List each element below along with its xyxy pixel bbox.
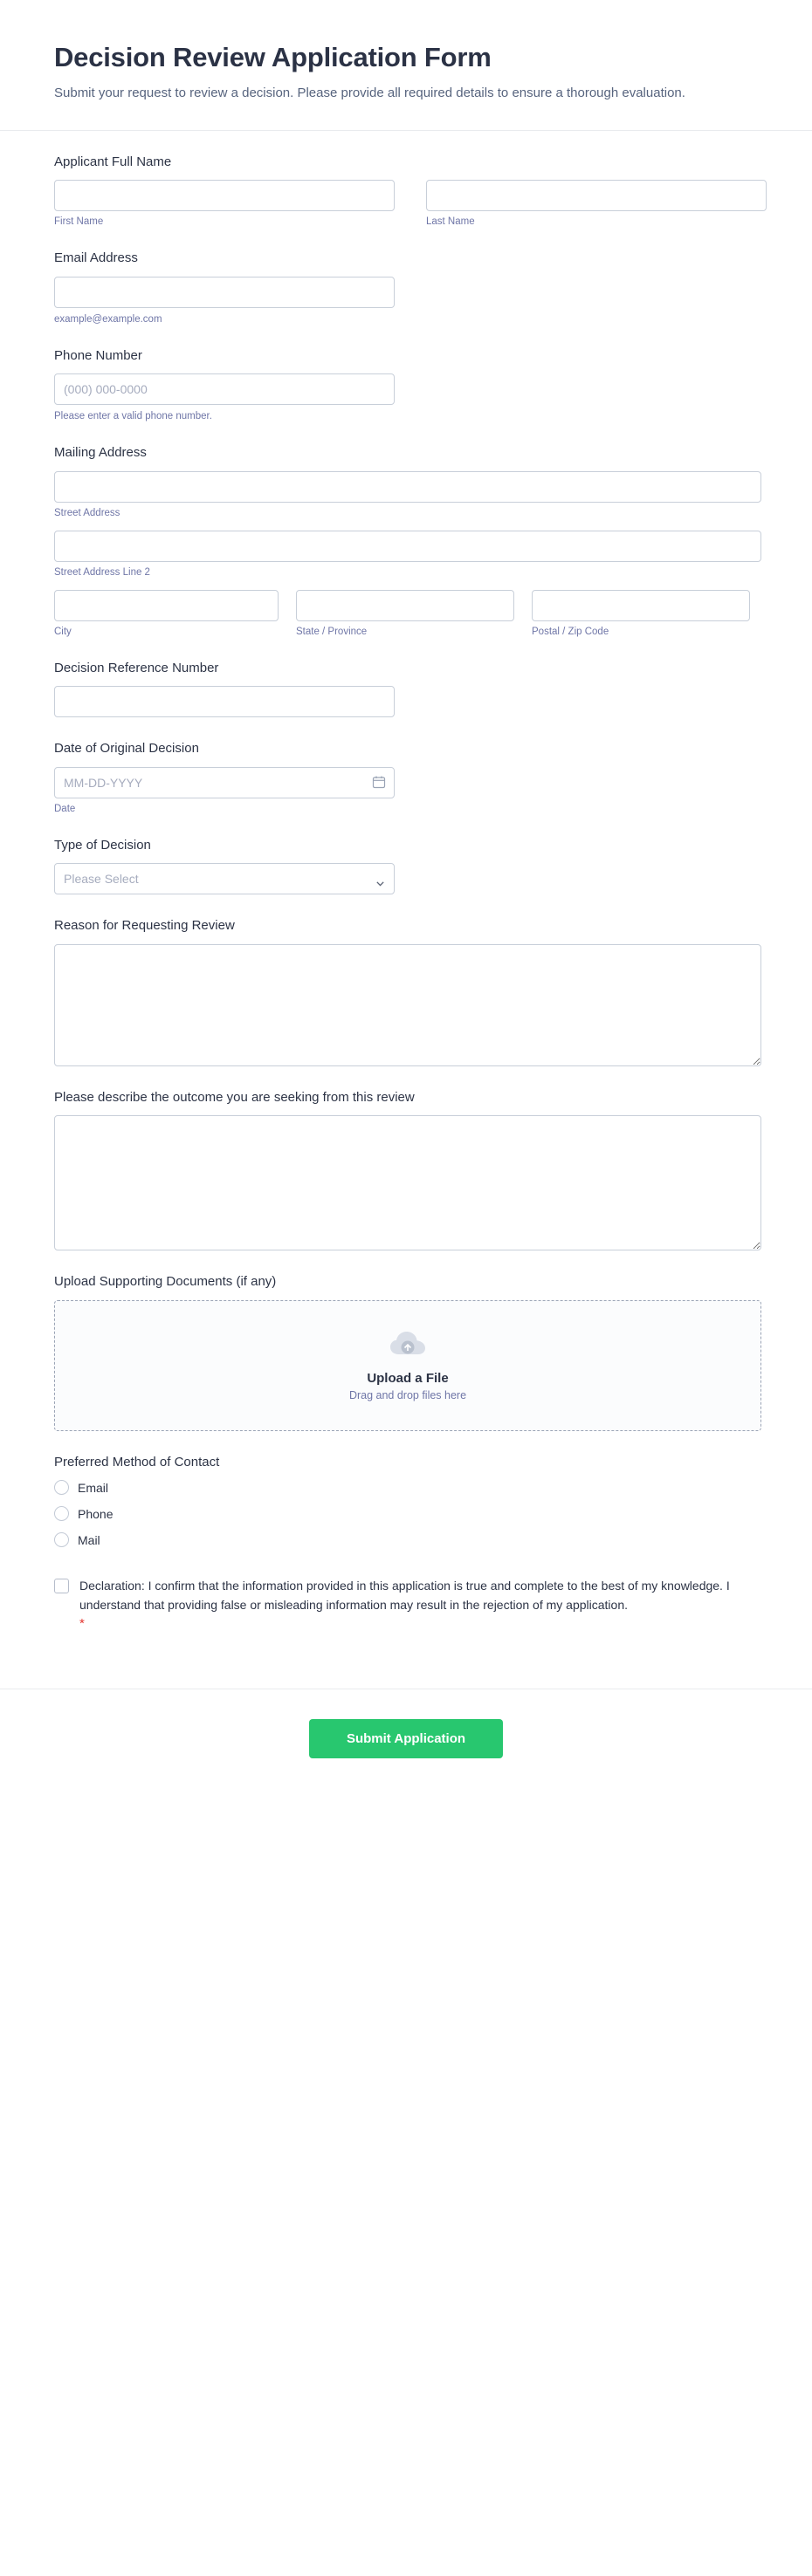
submit-button[interactable]: Submit Application <box>309 1719 503 1758</box>
radio-icon[interactable] <box>54 1506 69 1521</box>
decision-date-sublabel: Date <box>54 803 76 814</box>
reference-number-input[interactable] <box>54 686 395 717</box>
email-field[interactable] <box>54 277 395 308</box>
field-upload <box>54 1273 758 1431</box>
form-footer <box>0 1689 812 1793</box>
radio-label-mail: Mail <box>78 1532 100 1547</box>
last-name-group <box>426 180 767 227</box>
zip-group <box>532 590 750 637</box>
first-name-input[interactable] <box>54 180 395 211</box>
radio-icon[interactable] <box>54 1532 69 1547</box>
form-header <box>0 0 812 131</box>
email-hint: example@example.com <box>54 313 162 325</box>
date-input-wrapper <box>54 767 395 798</box>
radio-option-phone[interactable] <box>54 1506 758 1521</box>
form-body <box>0 131 812 1649</box>
field-decision-date <box>54 740 758 814</box>
phone-input[interactable] <box>54 373 395 405</box>
field-outcome <box>54 1089 758 1251</box>
cloud-upload-icon <box>389 1330 427 1362</box>
state-group <box>296 590 514 637</box>
label-outcome: Please describe the outcome you are seeking from this review <box>54 1089 415 1105</box>
zip-input[interactable] <box>532 590 750 621</box>
field-phone <box>54 347 758 422</box>
phone-hint: Please enter a valid phone number. <box>54 411 212 421</box>
label-reference-number: Decision Reference Number <box>54 660 219 675</box>
street-address-sublabel: Street Address <box>54 507 120 518</box>
name-row <box>54 180 758 227</box>
radio-icon[interactable] <box>54 1480 69 1495</box>
label-mailing-address: Mailing Address <box>54 445 147 460</box>
field-declaration <box>54 1577 758 1631</box>
radio-option-mail[interactable] <box>54 1532 758 1547</box>
field-applicant-name <box>54 154 758 228</box>
reason-textarea[interactable] <box>54 944 761 1066</box>
label-reason: Reason for Requesting Review <box>54 918 235 933</box>
street-address-2-input[interactable] <box>54 531 761 562</box>
label-contact-method: Preferred Method of Contact <box>54 1454 220 1470</box>
street-address-2-sublabel: Street Address Line 2 <box>54 566 150 578</box>
first-name-sublabel: First Name <box>54 216 104 227</box>
field-reason <box>54 917 758 1066</box>
city-input[interactable] <box>54 590 279 621</box>
last-name-input[interactable] <box>426 180 767 211</box>
field-reference-number <box>54 660 758 718</box>
first-name-group <box>54 180 395 227</box>
label-email: Email Address <box>54 250 138 265</box>
file-upload-dropzone[interactable] <box>54 1300 761 1431</box>
zip-sublabel: Postal / Zip Code <box>532 626 609 637</box>
field-contact-method <box>54 1454 758 1548</box>
radio-label-phone: Phone <box>78 1506 114 1521</box>
city-group <box>54 590 279 637</box>
outcome-textarea[interactable] <box>54 1115 761 1250</box>
declaration-text: Declaration: I confirm that the information provided in this application is true and complete to the best of my knowledge. I understand that providing false or misleading information may result in the rejection of my application. <box>79 1579 730 1612</box>
radio-label-email: Email <box>78 1480 109 1495</box>
address-city-state-zip-row <box>54 590 758 637</box>
city-sublabel: City <box>54 626 72 637</box>
state-sublabel: State / Province <box>296 626 368 637</box>
required-marker: * <box>79 1616 85 1632</box>
declaration-checkbox[interactable] <box>54 1579 69 1593</box>
decision-date-input[interactable] <box>54 767 395 798</box>
field-mailing-address <box>54 444 758 637</box>
state-input[interactable] <box>296 590 514 621</box>
radio-option-email[interactable] <box>54 1480 758 1495</box>
label-upload: Upload Supporting Documents (if any) <box>54 1274 277 1289</box>
label-decision-date: Date of Original Decision <box>54 741 199 756</box>
field-decision-type <box>54 837 758 895</box>
label-phone: Phone Number <box>54 347 142 363</box>
page-title: Decision Review Application Form <box>54 42 492 72</box>
last-name-sublabel: Last Name <box>426 216 475 227</box>
declaration-text-group <box>79 1577 758 1631</box>
label-decision-type: Type of Decision <box>54 837 151 853</box>
label-applicant-name: Applicant Full Name <box>54 154 172 169</box>
page-subtitle: Submit your request to review a decision. Please provide all required details to ensure a thorough evaluation. <box>54 86 685 100</box>
decision-type-wrapper <box>54 863 395 894</box>
field-email <box>54 250 758 325</box>
upload-drop-hint: Drag and drop files here <box>348 1388 467 1401</box>
decision-type-select[interactable] <box>54 863 395 894</box>
upload-file-label: Upload a File <box>367 1370 449 1386</box>
street-address-input[interactable] <box>54 471 761 503</box>
